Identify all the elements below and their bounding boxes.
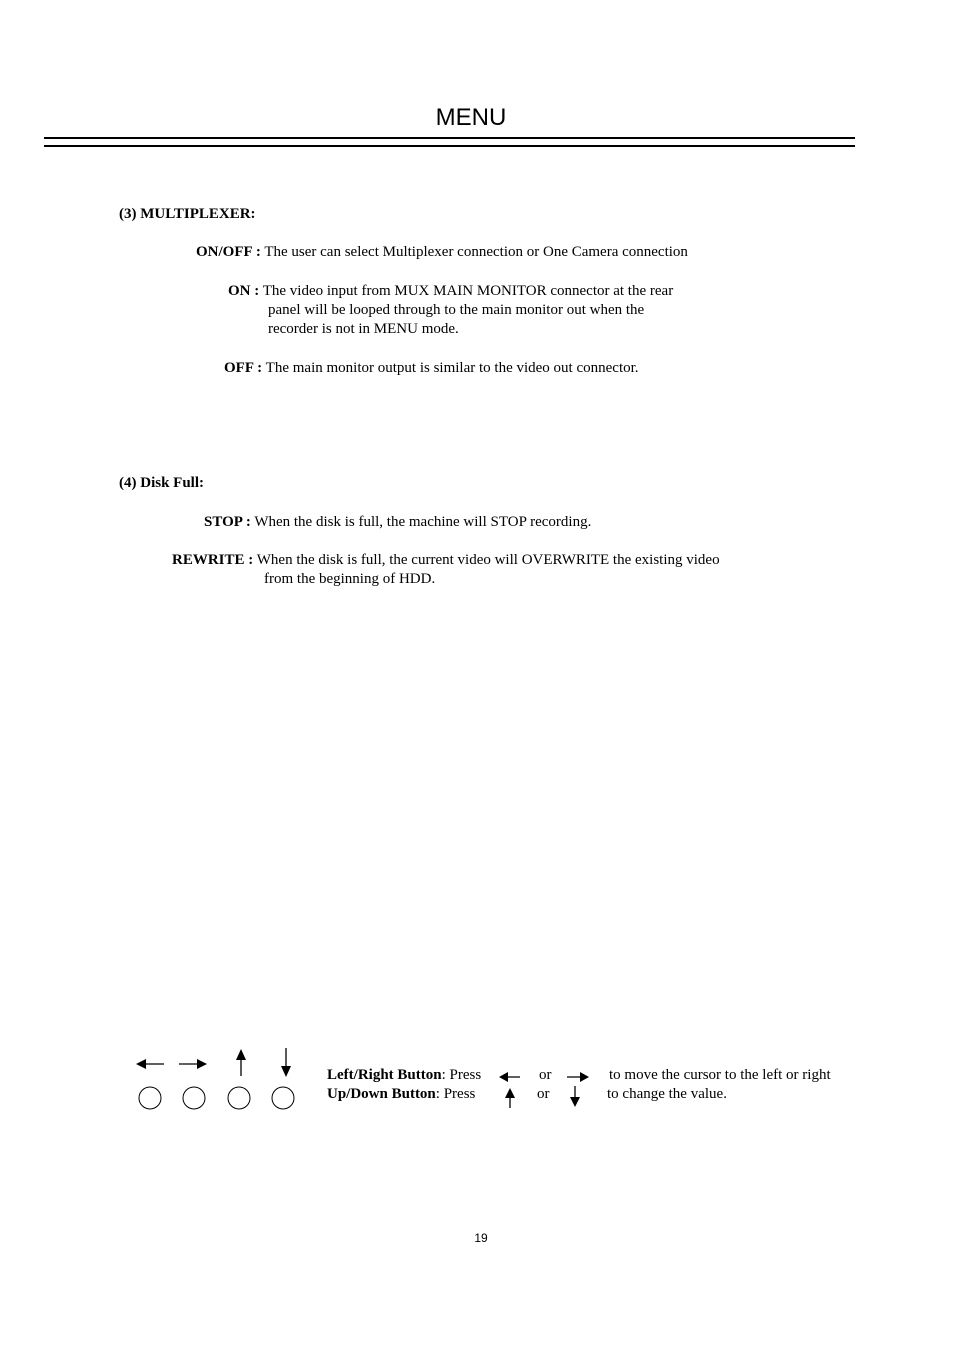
- rewrite-text-line2: from the beginning of HDD.: [264, 571, 436, 587]
- onoff-definition: [196, 244, 688, 261]
- stop-term: STOP :: [204, 514, 251, 530]
- left-right-label: Left/Right Button: [327, 1067, 442, 1083]
- button-legend-diagram: [134, 1046, 304, 1112]
- left-right-or: or: [539, 1067, 552, 1083]
- on-term: ON :: [228, 283, 260, 299]
- onoff-term: ON/OFF :: [196, 244, 261, 260]
- up-down-press: : Press: [435, 1086, 476, 1102]
- down-arrow-icon: [281, 1048, 291, 1077]
- stop-text: When the disk is full, the machine will STOP recording.: [254, 514, 592, 530]
- up-down-or: or: [537, 1086, 550, 1102]
- rewrite-text-line1: When the disk is full, the current video will OVERWRITE the existing video: [256, 552, 720, 568]
- left-right-legend: [327, 1067, 481, 1084]
- left-right-press: : Press: [441, 1067, 482, 1083]
- right-arrow-icon: [179, 1059, 207, 1069]
- stop-definition: [204, 514, 591, 531]
- up-down-label: Up/Down Button: [327, 1086, 436, 1102]
- multiplexer-heading: (3) MULTIPLEXER:: [119, 206, 256, 222]
- inline-down-arrow-icon: [567, 1085, 583, 1109]
- on-definition: [228, 283, 673, 300]
- inline-up-arrow-icon: [502, 1087, 518, 1109]
- page-number: 19: [474, 1231, 488, 1245]
- on-text-line1: The video input from MUX MAIN MONITOR connector at the rear: [262, 283, 674, 299]
- up-down-description: to change the value.: [607, 1086, 727, 1102]
- right-button-circle: [183, 1087, 205, 1109]
- page-title: MENU: [435, 104, 507, 131]
- up-down-legend: [327, 1086, 475, 1103]
- on-text-line2: panel will be looped through to the main monitor out when the: [268, 302, 645, 318]
- up-button-circle: [228, 1087, 250, 1109]
- header-rule-bottom: [44, 145, 855, 147]
- left-arrow-icon: [136, 1059, 164, 1069]
- inline-right-arrow-icon: [565, 1069, 591, 1085]
- onoff-text: The user can select Multiplexer connection or One Camera connection: [264, 244, 688, 260]
- down-button-circle: [272, 1087, 294, 1109]
- rewrite-definition: [172, 552, 720, 569]
- off-definition: [224, 360, 639, 377]
- left-button-circle: [139, 1087, 161, 1109]
- header-rule-top: [44, 137, 855, 139]
- disk-full-heading: (4) Disk Full:: [119, 475, 205, 491]
- off-text: The main monitor output is similar to the video out connector.: [265, 360, 639, 376]
- left-right-description: to move the cursor to the left or right: [609, 1067, 831, 1083]
- on-text-line3: recorder is not in MENU mode.: [268, 321, 459, 337]
- rewrite-term: REWRITE :: [172, 552, 254, 568]
- up-arrow-icon: [236, 1049, 246, 1076]
- inline-left-arrow-icon: [498, 1069, 522, 1085]
- off-term: OFF :: [224, 360, 263, 376]
